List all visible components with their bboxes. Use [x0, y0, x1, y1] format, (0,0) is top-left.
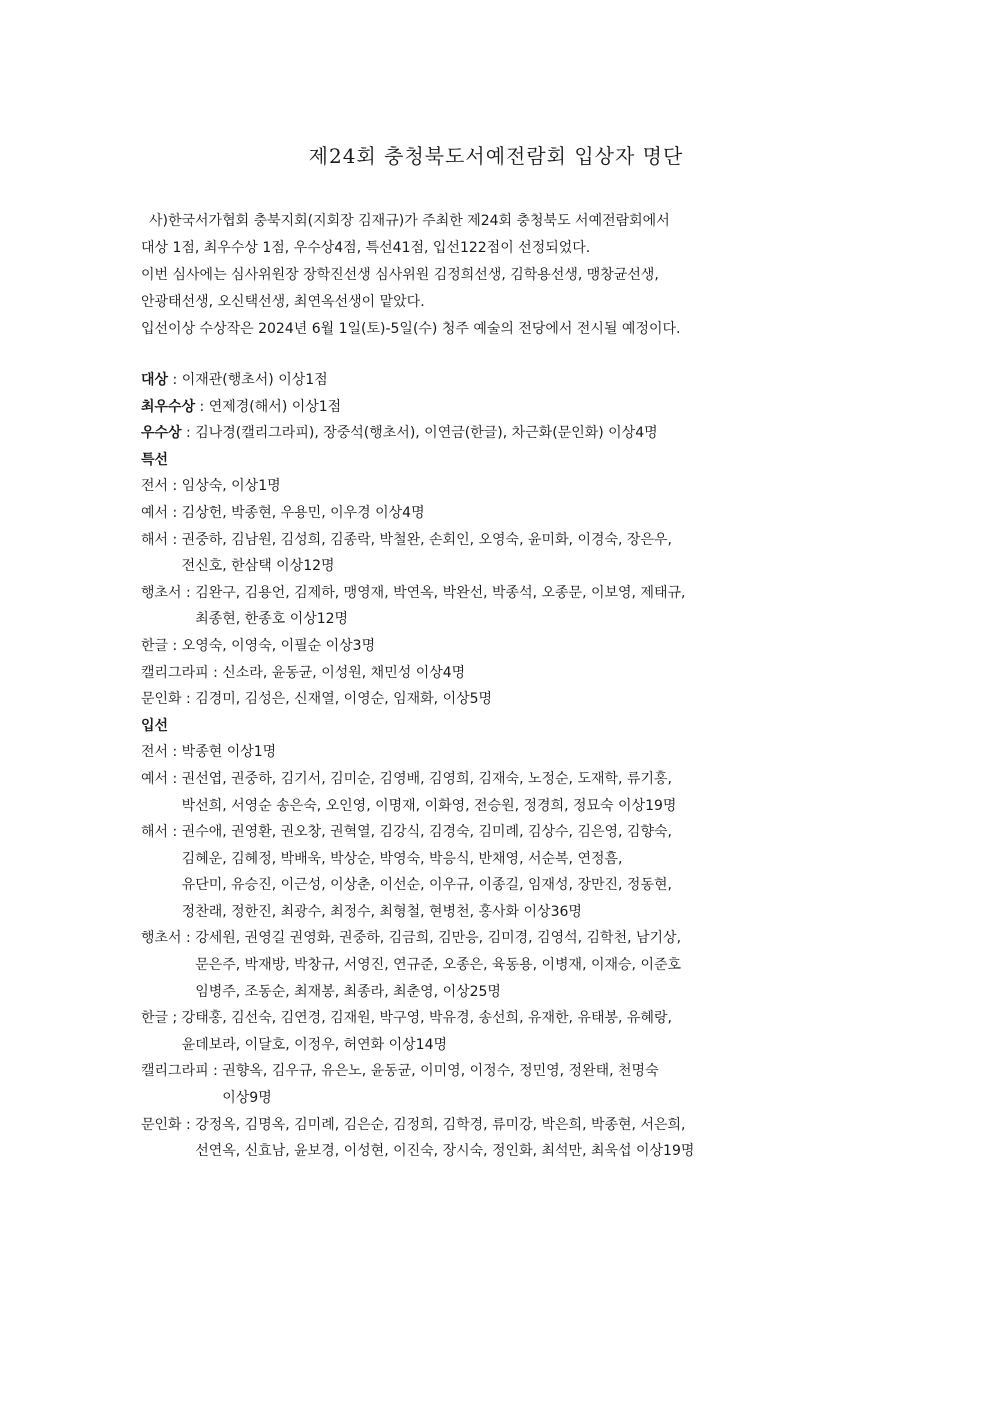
excellence-prize-label: 최우수상 — [141, 398, 196, 415]
winner-line: 임병주, 조동순, 최재봉, 최종라, 최춘영, 이상25명 — [195, 983, 501, 1000]
winner-line: 신소라, 윤동균, 이성원, 채민성 이상4명 — [222, 664, 466, 681]
winner-line: 김완구, 김용언, 김제하, 맹영재, 박연옥, 박완선, 박종석, 오종문, 이보영, 제태규, — [195, 584, 686, 601]
award-entry — [141, 686, 881, 713]
merit-prize-row — [141, 420, 881, 447]
winner-line: 오영숙, 이영숙, 이필순 이상3명 — [181, 637, 376, 654]
separator: : — [181, 425, 196, 442]
winner-names — [182, 739, 277, 766]
winner-line: 강정옥, 김명옥, 김미례, 김은순, 김정희, 김학경, 류미강, 박은희, 박종현, 서은희, — [195, 1116, 686, 1133]
intro-paragraph — [141, 208, 861, 343]
winner-line: 김상헌, 박종현, 우용민, 이우경 이상4명 — [181, 504, 425, 521]
intro-line: 안광태선생, 오신택선생, 최연옥선생이 맡았다. — [141, 294, 425, 310]
winner-line: 윤데보라, 이달호, 이정우, 허연화 이상14명 — [181, 1036, 448, 1053]
winner-line: 박선희, 서영순 송은숙, 오인영, 이명재, 이화영, 전승원, 정경희, 정묘숙 이상19명 — [181, 797, 677, 814]
award-entry — [141, 1112, 881, 1165]
winner-names — [222, 1058, 658, 1111]
category-label: 문인화 : — [141, 1116, 196, 1133]
grand-prize-label: 대상 — [141, 372, 169, 388]
winner-line: 선연옥, 신효남, 윤보경, 이성현, 이진숙, 장시숙, 정인화, 최석만, 최욱섭 이상19명 — [195, 1143, 695, 1160]
award-entry — [141, 633, 881, 660]
winner-line: 임상숙, 이상1명 — [181, 478, 281, 495]
category-label: 예서 : — [141, 770, 182, 787]
award-entry — [141, 473, 881, 500]
award-entry — [141, 580, 881, 633]
category-label: 행초서 : — [141, 930, 196, 947]
merit-prize-label: 우수상 — [141, 425, 182, 442]
category-label: 해서 : — [141, 824, 182, 841]
award-entry — [141, 739, 881, 766]
selected-heading: 입선 — [141, 717, 169, 734]
winner-names — [182, 500, 425, 527]
category-label: 문인화 : — [141, 691, 196, 708]
selected-entries — [141, 739, 881, 1165]
category-label: 전서 : — [141, 478, 182, 495]
winner-names — [222, 660, 465, 687]
award-entry — [141, 766, 881, 819]
category-label: 캘리그라피 : — [141, 664, 223, 681]
category-label: 한글 : — [141, 637, 182, 654]
merit-prize-text: 김나경(캘리그라피), 장중석(행초서), 이연금(한글), 차근화(문인화) 이상4명 — [195, 425, 658, 442]
winner-names — [182, 473, 281, 500]
winner-line: 권중하, 김남원, 김성희, 김종락, 박철완, 손회인, 오영숙, 윤미화, 이경숙, 장은우, — [181, 531, 672, 548]
winner-line: 김경미, 김성은, 신재열, 이영순, 임재화, 이상5명 — [195, 691, 493, 708]
page-title: 제24회 충청북도서예전람회 입상자 명단 — [308, 144, 684, 168]
award-entry — [141, 819, 881, 925]
winner-line: 권수애, 권영환, 권오창, 권혁열, 김강식, 김경숙, 김미례, 김상수, 김은영, 김향숙, — [181, 824, 672, 841]
category-label: 행초서 : — [141, 584, 196, 601]
intro-line: 대상 1점, 최우수상 1점, 우수상4점, 특선41점, 입선122점이 선정되었다. — [141, 240, 591, 256]
winner-line: 권선엽, 권중하, 김기서, 김미순, 김영배, 김영희, 김재숙, 노정순, 도재학, 류기홍, — [181, 770, 672, 787]
winner-line: 문은주, 박재방, 박창규, 서영진, 연규준, 오종은, 육동용, 이병재, 이재승, 이준호 — [195, 957, 682, 974]
winner-names — [195, 686, 492, 713]
winner-line: 최종현, 한종호 이상12명 — [195, 611, 349, 628]
winner-names — [195, 580, 685, 633]
winner-names — [195, 925, 681, 1005]
winner-names — [182, 633, 375, 660]
category-label: 한글 ; — [141, 1010, 182, 1027]
awards-list — [141, 367, 881, 1165]
winner-names — [182, 766, 677, 819]
grand-prize-row — [141, 367, 881, 394]
award-entry — [141, 527, 881, 580]
winner-line: 이상9명 — [222, 1090, 272, 1107]
winner-names — [182, 1005, 672, 1058]
winner-names — [195, 1112, 694, 1165]
winner-line: 권향옥, 김우규, 유은노, 윤동균, 이미영, 이정수, 정민영, 정완태, 천명숙 — [222, 1063, 659, 1080]
excellence-prize-text: 연제경(해서) 이상1점 — [208, 398, 342, 415]
special-heading: 특선 — [141, 451, 169, 468]
excellence-prize-row — [141, 394, 881, 421]
award-entry — [141, 1005, 881, 1058]
separator: : — [168, 372, 182, 388]
category-label: 캘리그라피 : — [141, 1063, 223, 1080]
winner-line: 강태홍, 김선숙, 김연경, 김재원, 박구영, 박유경, 송선희, 유재한, 유태봉, 유혜랑, — [181, 1010, 672, 1027]
intro-line: 입선이상 수상작은 2024년 6월 1일(토)-5일(수) 청주 예술의 전당에서 전시될 예정이다. — [141, 321, 681, 337]
category-label: 해서 : — [141, 531, 182, 548]
winner-line: 전신호, 한삼택 이상12명 — [181, 558, 335, 575]
award-entry — [141, 925, 881, 1005]
intro-line: 이번 심사에는 심사위원장 장학진선생 심사위원 김정희선생, 김학용선생, 맹창균선생, — [141, 267, 659, 283]
award-entry — [141, 1058, 881, 1111]
winner-names — [182, 527, 672, 580]
award-entry — [141, 500, 881, 527]
category-label: 전서 : — [141, 744, 182, 761]
winner-line: 김혜운, 김혜정, 박배욱, 박상순, 박영숙, 박응식, 반채영, 서순복, 연정흠, — [181, 850, 623, 867]
winner-line: 정찬래, 정한진, 최광수, 최정수, 최형철, 현병천, 홍사화 이상36명 — [181, 903, 582, 920]
winner-line: 유단미, 유승진, 이근성, 이상춘, 이선순, 이우규, 이종길, 임재성, 장만진, 정동현, — [181, 877, 672, 894]
intro-line: 사)한국서가협회 충북지회(지회장 김재규)가 주최한 제24회 충청북도 서예전람회에서 — [149, 213, 670, 229]
award-entry — [141, 660, 881, 687]
winner-line: 강세원, 권영길 권영화, 권중하, 김금희, 김만응, 김미경, 김영석, 김학천, 남기상, — [195, 930, 682, 947]
separator: : — [195, 398, 209, 415]
special-entries — [141, 473, 881, 712]
grand-prize-text: 이재관(행초서) 이상1점 — [181, 372, 328, 388]
winner-names — [182, 819, 672, 925]
category-label: 예서 : — [141, 504, 182, 521]
winner-line: 박종현 이상1명 — [181, 744, 277, 761]
